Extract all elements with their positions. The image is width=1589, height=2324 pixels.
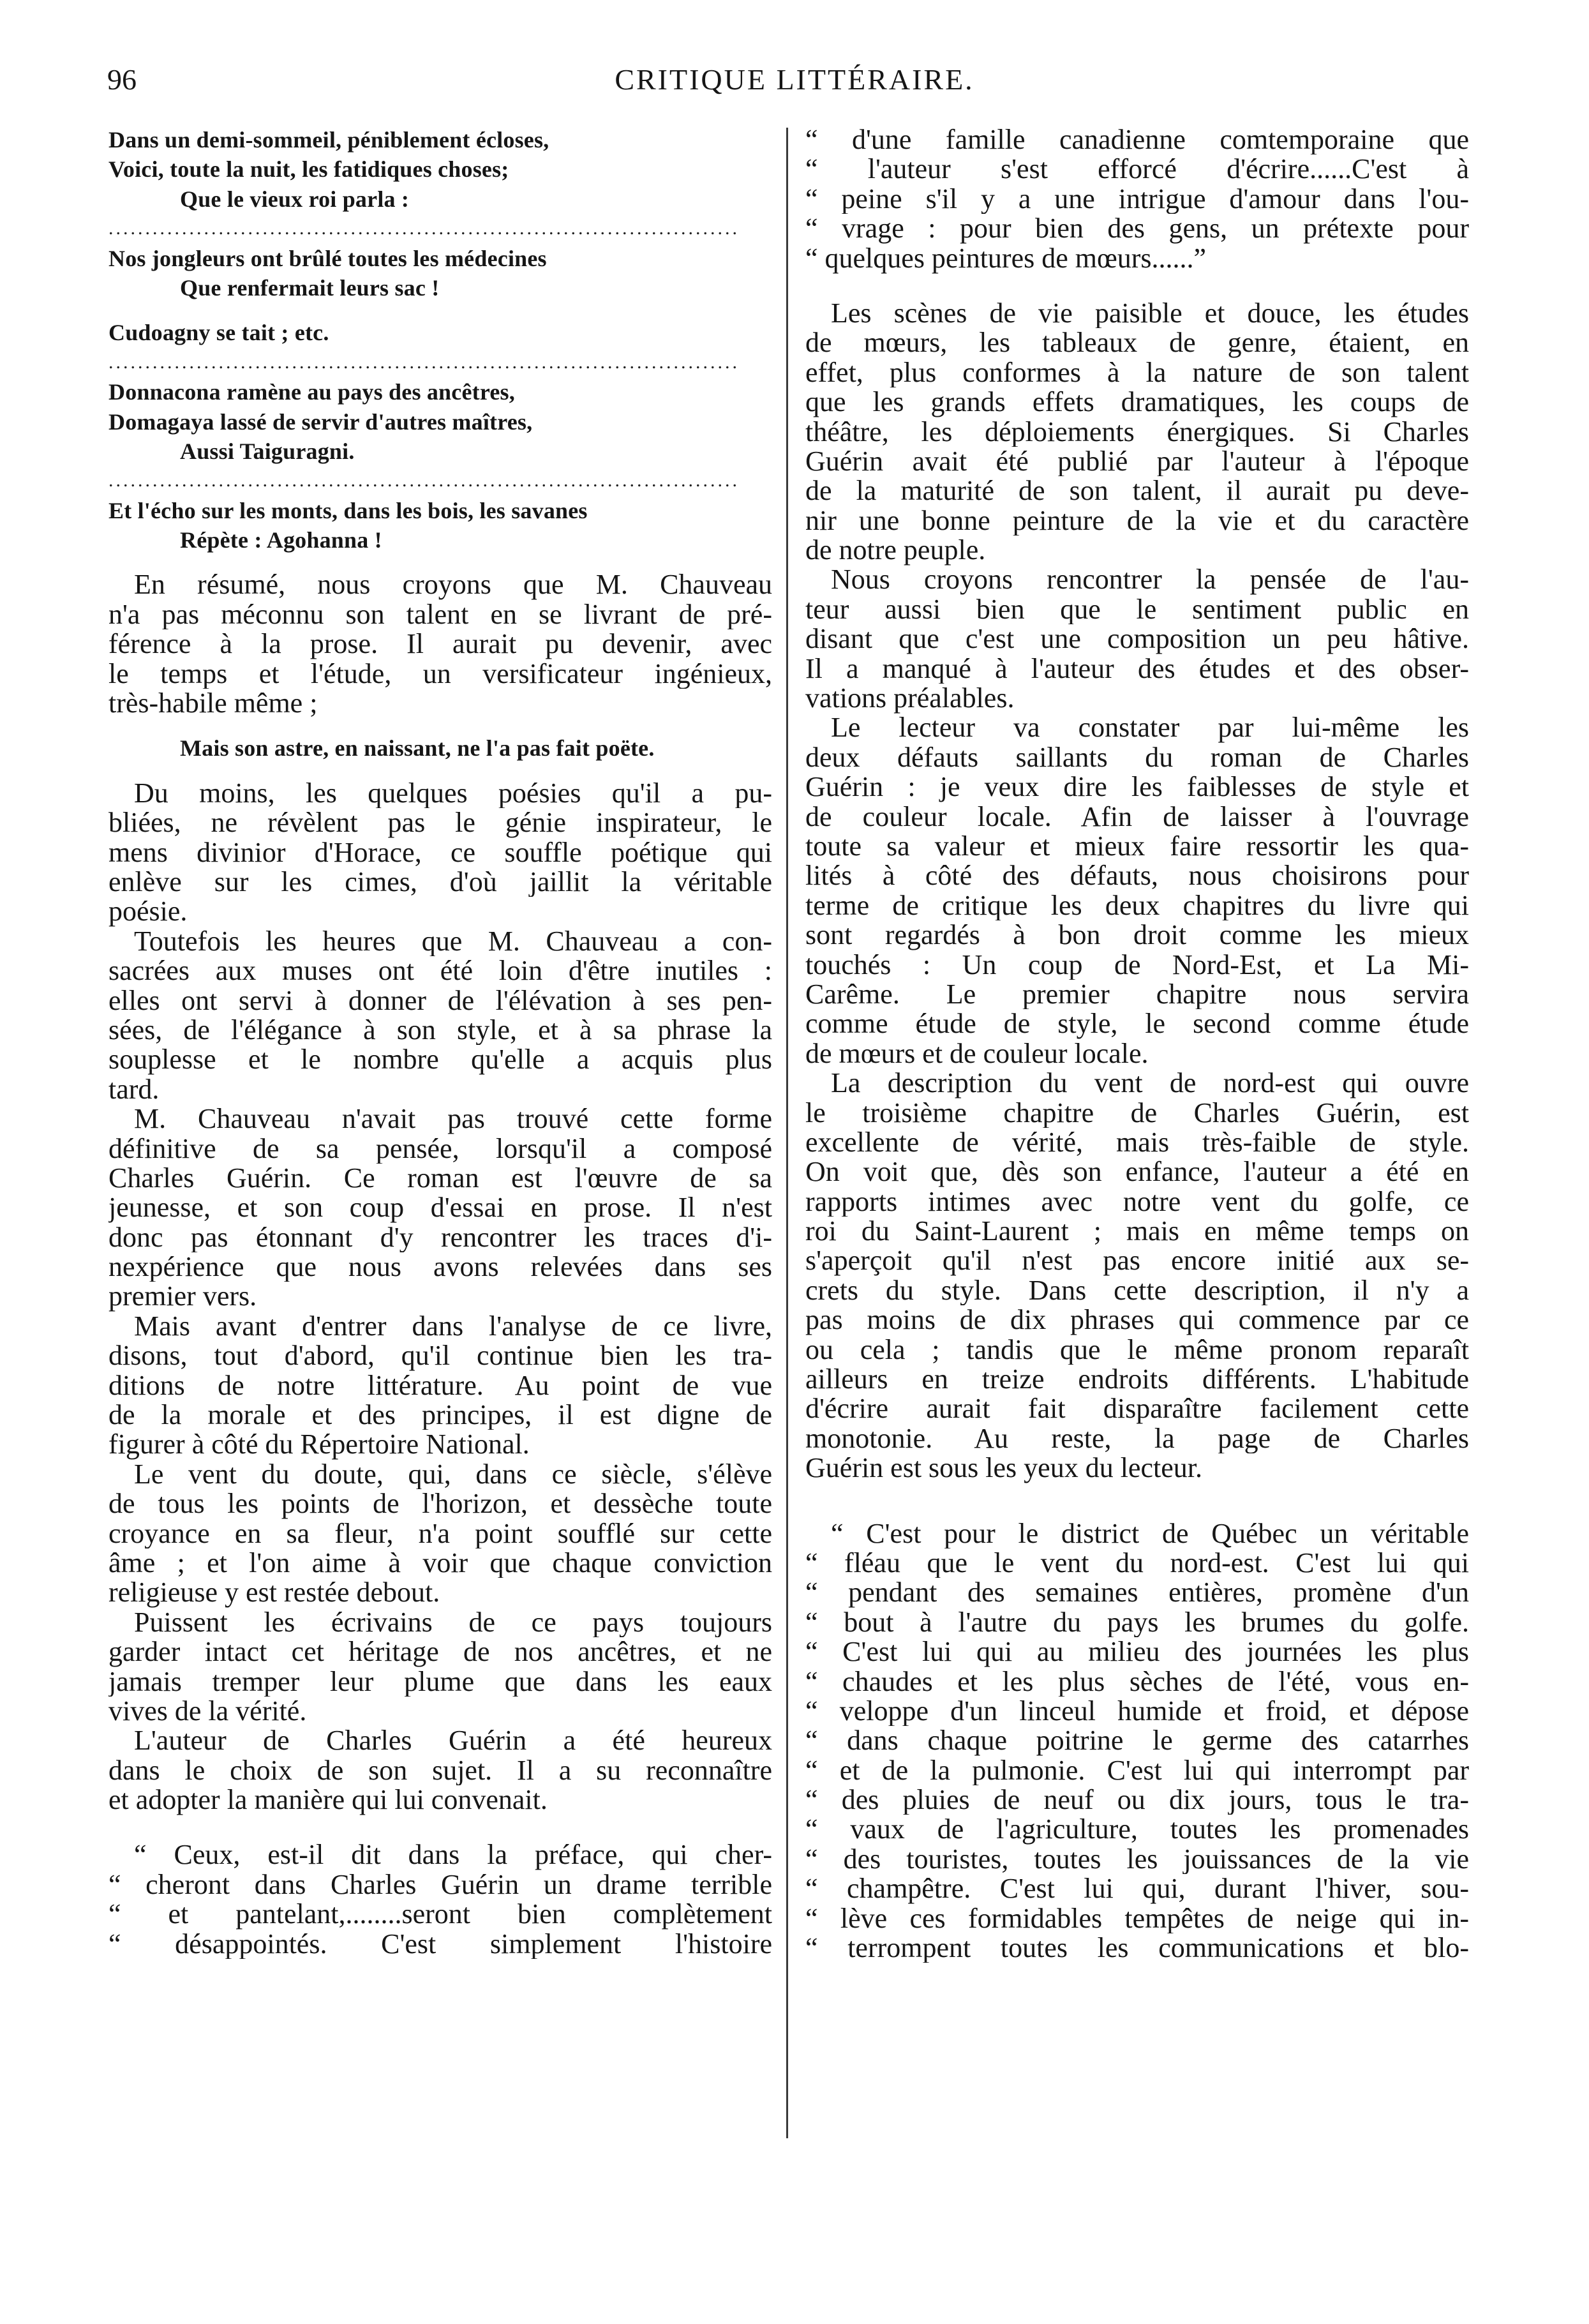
text-line: Nous croyons rencontrer la pensée de l'au- [831, 565, 1469, 595]
text-line: figurer à côté du Répertoire National. [108, 1428, 530, 1460]
text-line: sont regardés à bon droit comme les mieux [805, 920, 1469, 950]
text-line: garder intact cet héritage de nos ancêtres, et ne [108, 1637, 772, 1667]
right-column [805, 125, 1469, 1963]
text-line: jeunesse, et son coup d'essai en prose. Il n'est [108, 1193, 772, 1223]
text-line: lités à côté des défauts, nous choisirons pour [805, 861, 1469, 891]
text-line: de la morale et des principes, il est digne de [108, 1400, 772, 1430]
verse-line: Nos jongleurs ont brûlé toutes les médecines [108, 245, 547, 271]
text-line: nir une bonne peinture de la vie et du caractère [805, 506, 1469, 536]
text-line: disons, tout d'abord, qu'il continue bien les tra- [108, 1341, 772, 1371]
text-line: crets du style. Dans cette description, il n'y a [805, 1275, 1469, 1306]
text-line: Le lecteur va constater par lui-même les [831, 713, 1469, 743]
quote-line: “ lève ces formidables tempêtes de neige qui in- [805, 1903, 1469, 1934]
page-header [0, 0, 1589, 121]
text-line: de mœurs et de couleur locale. [805, 1037, 1149, 1069]
text-line: souplesse et le nombre qu'elle a acquis plus [108, 1045, 772, 1075]
text-line: Le vent du doute, qui, dans ce siècle, s'élève [134, 1459, 772, 1490]
text-line: nexpérience que nous avons relevées dans ses [108, 1252, 772, 1282]
text-line: L'auteur de Charles Guérin a été heureux [134, 1726, 772, 1756]
quote-line: “ vrage : pour bien des gens, un prétexte pour [805, 214, 1469, 244]
text-line: sacrées aux muses ont été loin d'être inutiles : [108, 956, 772, 986]
text-line: Les scènes de vie paisible et douce, les études [831, 298, 1469, 329]
quote-line: “ champêtre. C'est lui qui, durant l'hiver, sou- [805, 1874, 1469, 1904]
verse-line: Cudoagny se tait ; etc. [108, 320, 329, 346]
text-line: ou cela ; tandis que le même pronom reparaît [805, 1335, 1469, 1365]
text-line: tard. [108, 1073, 160, 1105]
text-line: âme ; et l'on aime à voir que chaque conviction [108, 1548, 772, 1578]
verse-line: Voici, toute la nuit, les fatidiques choses; [108, 156, 509, 183]
text-line: Toutefois les heures que M. Chauveau a con- [134, 926, 772, 957]
text-line: dans le choix de son sujet. Il a su reconnaître [108, 1755, 772, 1786]
text-line: d'écrire aurait fait disparaître facilement cette [805, 1394, 1469, 1424]
quote-line: “ et pantelant,........seront bien complètement [108, 1900, 772, 1930]
quote-line: “ chaudes et les plus sèches de l'été, vous en- [805, 1667, 1469, 1697]
text-line: effet, plus conformes à la nature de son talent [805, 357, 1469, 388]
text-line: férence à la prose. Il aurait pu devenir, avec [108, 629, 772, 659]
quote-line: “ veloppe d'un linceul humide et froid, et dépose [805, 1696, 1469, 1727]
verse-line: Donnacona ramène au pays des ancêtres, [108, 379, 515, 405]
text-line: donc pas étonnant d'y rencontrer les traces d'i- [108, 1222, 772, 1253]
text-line: de notre peuple. [805, 534, 986, 566]
text-line: monotonie. Au reste, la page de Charles [805, 1423, 1469, 1454]
text-line: Carême. Le premier chapitre nous servira [805, 979, 1469, 1010]
text-line: bliées, ne révèlent pas le génie inspirateur, le [108, 808, 772, 838]
text-line: mens divinior d'Horace, ce souffle poétique qui [108, 837, 772, 867]
text-line: Guérin : je veux dire les faiblesses de style et [805, 772, 1469, 802]
text-line: deux défauts saillants du roman de Charles [805, 742, 1469, 773]
quote-line: “ peine s'il y a une intrigue d'amour dans l'ou- [805, 184, 1469, 214]
text-line: teur aussi bien que le sentiment public en [805, 594, 1469, 625]
text-line: Mais avant d'entrer dans l'analyse de ce livre, [134, 1311, 772, 1342]
quote-line: “ vaux de l'agriculture, toutes les promenades [805, 1815, 1469, 1845]
text-line: définitive de sa pensée, lorsqu'il a composé [108, 1134, 772, 1164]
quote-line: “ C'est lui qui au milieu des journées les plus [805, 1637, 1469, 1667]
text-line: Il a manqué à l'auteur des études et des obser- [805, 654, 1469, 684]
text-line: que les grands effets dramatiques, les coups de [805, 387, 1469, 417]
text-line: pas moins de dix phrases qui commence par ce [805, 1305, 1469, 1335]
column-divider [786, 128, 788, 2138]
text-line: le troisième chapitre de Charles Guérin, est [805, 1098, 1469, 1128]
verse-line: Répète : Agohanna ! [180, 527, 382, 553]
quote-line: “ des touristes, toutes les jouissances de la vie [805, 1844, 1469, 1875]
text-line: et adopter la manière qui lui convenait. [108, 1784, 548, 1816]
quote-line: “ fléau que le vent du nord-est. C'est lui qui [805, 1548, 1469, 1578]
quote-line: “ l'auteur s'est efforcé d'écrire......C'est à [805, 154, 1469, 184]
quote-line: “ désappointés. C'est simplement l'histoire [108, 1929, 772, 1960]
text-line: premier vers. [108, 1280, 257, 1312]
left-column [108, 125, 772, 1959]
verse-line: Que le vieux roi parla : [180, 186, 410, 212]
text-line: La description du vent de nord-est qui ouvre [831, 1068, 1469, 1098]
text-line: ditions de notre littérature. Au point de vue [108, 1370, 772, 1401]
ellipsis-rule: ...................................................................................... [108, 218, 740, 239]
running-title: CRITIQUE LITTÉRAIRE. [615, 63, 974, 96]
text-line: roi du Saint-Laurent ; mais en même temps on [805, 1217, 1469, 1247]
text-line: elles ont servi à donner de l'élévation à ses pen- [108, 986, 772, 1016]
text-line: Puissent les écrivains de ce pays toujours [134, 1607, 772, 1638]
text-line: terme de critique les deux chapitres du livre qui [805, 890, 1469, 921]
text-line: théâtre, les déploiements énergiques. Si Charles [805, 417, 1469, 447]
text-line: toute sa valeur et mieux faire ressortir les qua- [805, 831, 1469, 862]
text-line: excellente de vérité, mais très-faible de style. [805, 1127, 1469, 1158]
page-number: 96 [107, 63, 137, 96]
text-line: M. Chauveau n'avait pas trouvé cette forme [134, 1104, 772, 1134]
text-line: rapports intimes avec notre vent du golfe, ce [805, 1187, 1469, 1217]
text-line: Charles Guérin. Ce roman est l'œuvre de sa [108, 1163, 772, 1194]
text-line: comme étude de style, le second comme étude [805, 1009, 1469, 1039]
text-line: de la maturité de son talent, il aurait pu deve- [805, 476, 1469, 506]
text-line: Guérin avait été publié par l'auteur à l'époque [805, 446, 1469, 477]
text-line: jamais tremper leur plume que dans les eaux [108, 1667, 772, 1697]
text-line: Guérin est sous les yeux du lecteur. [805, 1452, 1202, 1484]
verse-line: Que renfermait leurs sac ! [180, 274, 440, 301]
quoted-verse: Mais son astre, en naissant, ne l'a pas fait poëte. [180, 735, 655, 761]
ellipsis-rule: ...................................................................................... [108, 470, 740, 491]
text-line: enlève sur les cimes, d'où jaillit la véritable [108, 867, 772, 897]
quote-line: “ dans chaque poitrine le germe des catarrhes [805, 1726, 1469, 1756]
ellipsis-rule: ...................................................................................... [108, 351, 740, 373]
verse-line: Domagaya lassé de servir d'autres maîtres, [108, 409, 533, 435]
text-line: On voit que, dès son enfance, l'auteur a été en [805, 1157, 1469, 1187]
text-line: vations préalables. [805, 682, 1015, 714]
quote-line: “ terrompent toutes les communications et blo- [805, 1933, 1469, 1963]
text-line: de couleur locale. Afin de laisser à l'ouvrage [805, 802, 1469, 832]
text-line: sées, de l'élégance à son style, et à sa phrase la [108, 1015, 772, 1046]
text-line: Du moins, les quelques poésies qu'il a pu- [134, 778, 772, 809]
text-line: s'aperçoit qu'il n'est pas encore initié aux se- [805, 1246, 1469, 1276]
quote-line: “ C'est pour le district de Québec un véritable [831, 1518, 1469, 1548]
text-line: religieuse y est restée debout. [108, 1577, 440, 1608]
text-line: croyance en sa fleur, n'a point soufflé sur cette [108, 1518, 772, 1548]
text-line: le temps et l'étude, un versificateur ingénieux, [108, 659, 772, 689]
text-line: de mœurs, les tableaux de genre, étaient, en [805, 328, 1469, 358]
text-line: disant que c'est une composition un peu hâtive. [805, 624, 1469, 654]
text-line: En résumé, nous croyons que M. Chauveau [134, 570, 772, 600]
quote-line: “ des pluies de neuf ou dix jours, tous le tra- [805, 1785, 1469, 1815]
text-line: touchés : Un coup de Nord-Est, et La Mi- [805, 950, 1469, 980]
text-line: n'a pas méconnu son talent en se livrant de pré- [108, 599, 772, 630]
quote-line: “ Ceux, est-il dit dans la préface, qui cher- [134, 1840, 772, 1870]
verse-line: Dans un demi-sommeil, péniblement écloses, [108, 127, 549, 153]
text-line: de tous les points de l'horizon, et dessèche toute [108, 1489, 772, 1519]
quote-line: “ quelques peintures de mœurs......” [805, 242, 1207, 274]
quote-line: “ pendant des semaines entières, promène d'un [805, 1578, 1469, 1608]
quote-line: “ et de la pulmonie. C'est lui qui interrompt par [805, 1755, 1469, 1786]
text-line: poésie. [108, 896, 188, 927]
verse-line: Aussi Taiguragni. [180, 438, 355, 464]
verse-line: Et l'écho sur les monts, dans les bois, les savanes [108, 497, 588, 523]
quote-line: “ bout à l'autre du pays les brumes du golfe. [805, 1607, 1469, 1638]
quote-line: “ cheront dans Charles Guérin un drame terrible [108, 1870, 772, 1900]
text-line: vives de la vérité. [108, 1695, 307, 1727]
text-line: ailleurs en treize endroits différents. L'habitude [805, 1365, 1469, 1395]
quote-line: “ d'une famille canadienne comtemporaine que [805, 125, 1469, 155]
text-line: très-habile même ; [108, 687, 318, 719]
